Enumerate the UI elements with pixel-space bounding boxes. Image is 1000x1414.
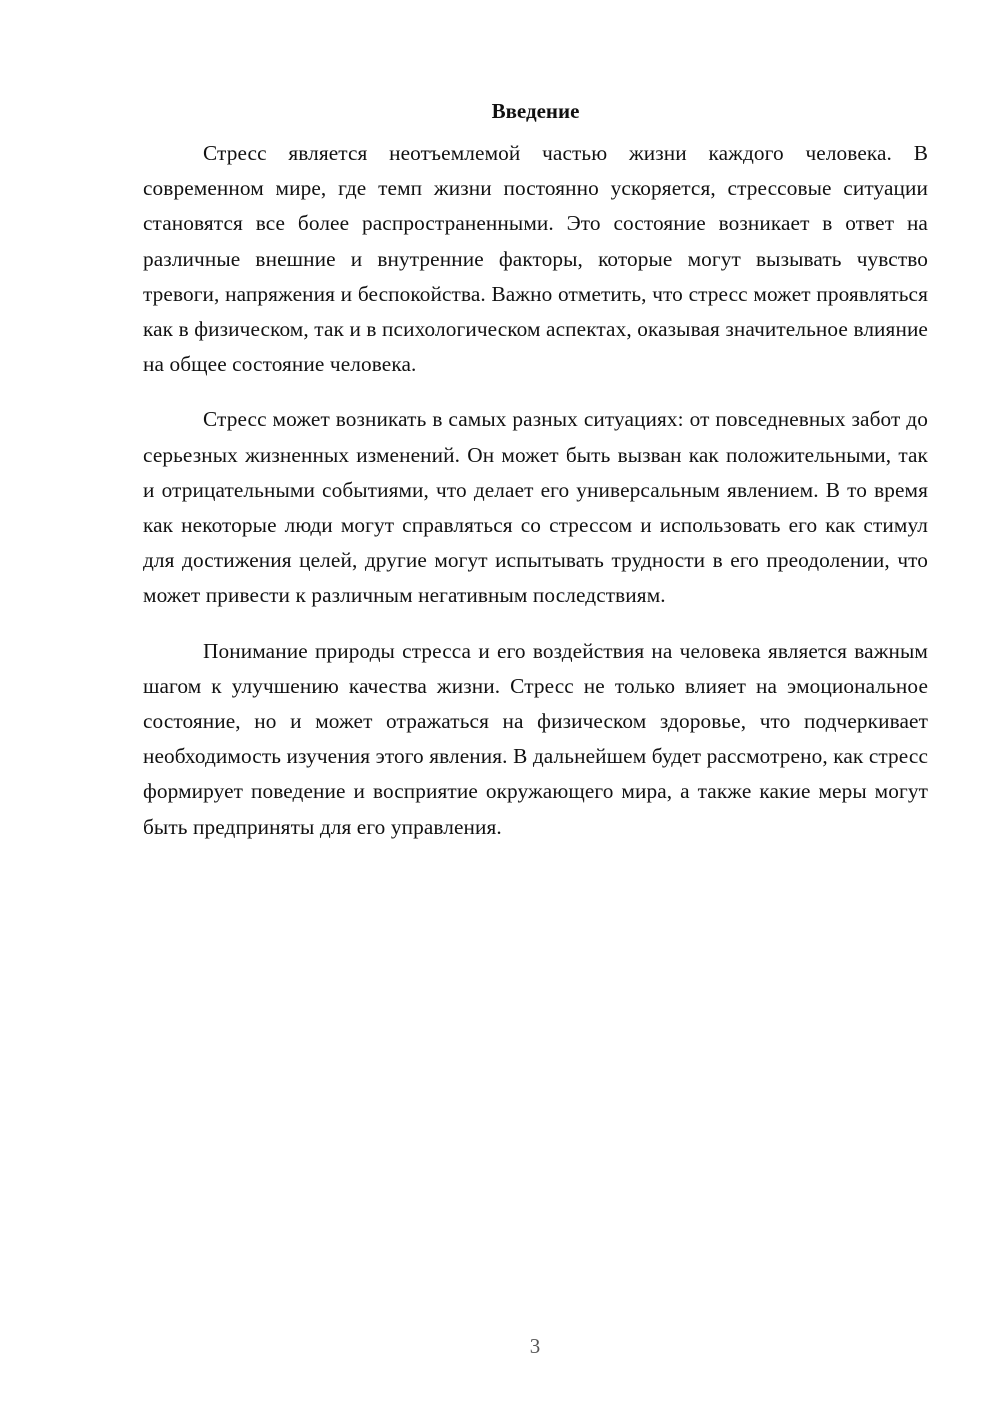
- page-number: 3: [529, 1334, 541, 1358]
- paragraph: Понимание природы стресса и его воздействия на человека является важным шагом к улучшению качества жизни. Стресс не только влияет на эмоциональное состояние, но и может отражаться на физическом здоровье, что подчеркивает необходимость изучения этого явления. В дальнейшем будет рассмотрено, как стресс формирует поведение и восприятие окружающего мира, а также какие меры могут быть предприняты для его управления.: [143, 638, 928, 839]
- page-content: [143, 96, 928, 865]
- section-heading: Введение: [491, 99, 580, 123]
- paragraph: Стресс является неотъемлемой частью жизни каждого человека. В современном мире, где темп жизни постоянно ускоряется, стрессовые ситуации становятся все более распространенными. Это состояние возникает в ответ на различные внешние и внутренние факторы, которые могут вызывать чувство тревоги, напряжения и беспокойства. Важно отметить, что стресс может проявляться как в физическом, так и в психологическом аспектах, оказывая значительное влияние на общее состояние человека.: [143, 141, 928, 377]
- paragraph: Стресс может возникать в самых разных ситуациях: от повседневных забот до серьезных жизненных изменений. Он может быть вызван как положительными, так и отрицательными событиями, что делает его универсальным явлением. В то время как некоторые люди могут справляться со стрессом и использовать его как стимул для достижения целей, другие могут испытывать трудности в его преодолении, что может привести к различным негативным последствиям.: [143, 407, 928, 608]
